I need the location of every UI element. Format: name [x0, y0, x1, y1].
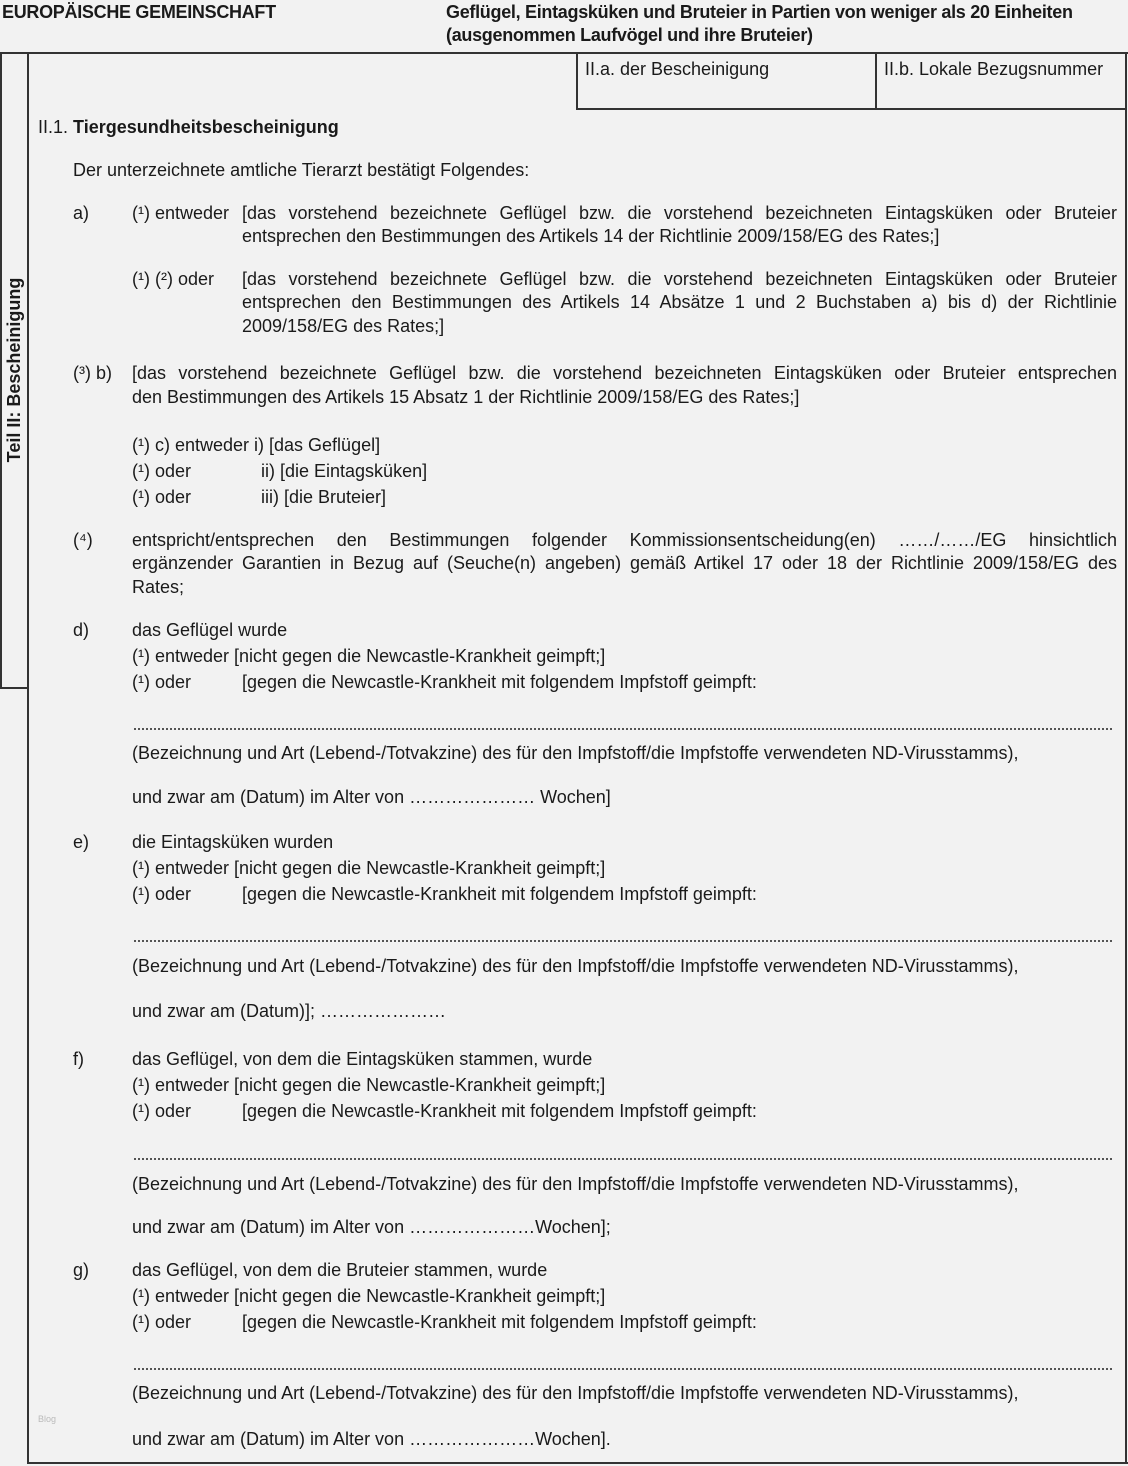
option-not-vaccinated: (¹) entweder [nicht gegen die Newcastle-Krankheit geimpft;] [132, 1286, 606, 1306]
item-a-option2-text: 2009/158/EG des Rates;] [242, 316, 445, 336]
item-subject: das Geflügel, von dem die Bruteier stammen, wurde [132, 1260, 548, 1280]
vaccine-fill-in-line[interactable] [134, 1368, 1112, 1370]
item-b-text: den Bestimmungen des Artikels 15 Absatz 1 der Richtlinie 2009/158/EG des Rates;] [132, 387, 800, 407]
frame-left-rule [0, 52, 2, 689]
item-c-option-iii: iii) [die Bruteier] [261, 487, 387, 507]
item-b-text: [das vorstehend bezeichnete Geflügel bzw. die vorstehend bezeichneten Eintagsküken oder Bruteier entsprechen [132, 363, 1117, 383]
vaccination-date: und zwar am (Datum)]; ………………… [132, 1001, 447, 1021]
item-c-option-ii: ii) [die Eintagsküken] [261, 461, 428, 481]
frame-bottom-rule [27, 1462, 1128, 1464]
option-vaccinated: [gegen die Newcastle-Krankheit mit folgendem Impfstoff geimpft: [242, 672, 757, 692]
item-a-label: a) [73, 203, 90, 223]
option-vaccinated: [gegen die Newcastle-Krankheit mit folgendem Impfstoff geimpft: [242, 1101, 757, 1121]
item-a-option2-marker: (¹) (²) oder [132, 269, 214, 289]
item-label: e) [73, 832, 90, 852]
item-c-oder: (¹) oder [132, 487, 192, 507]
vaccine-fill-in-line[interactable] [134, 728, 1112, 730]
boxes-bottom-rule [576, 108, 1127, 110]
item-a-option1-marker: (¹) entweder [132, 203, 230, 223]
vaccine-description: (Bezeichnung und Art (Lebend-/Totvakzine) des für den Impfstoff/die Impfstoffe verwendeten ND-Virusstamms), [132, 743, 1019, 763]
item-a-option2-text: [das vorstehend bezeichnete Geflügel bzw. die vorstehend bezeichneten Eintagsküken oder Bruteier [242, 269, 1117, 289]
box-b-left-rule [875, 52, 877, 110]
item-a-option1-text: [das vorstehend bezeichnete Geflügel bzw. die vorstehend bezeichneten Eintagsküken oder Bruteier [242, 203, 1117, 223]
vaccination-date: und zwar am (Datum) im Alter von …………………Wochen]. [132, 1429, 611, 1449]
vaccine-description: (Bezeichnung und Art (Lebend-/Totvakzine) des für den Impfstoff/die Impfstoffe verwendeten ND-Virusstamms), [132, 1383, 1019, 1403]
option-oder-marker: (¹) oder [132, 1101, 192, 1121]
certificate-reference-field: II.a. der Bescheinigung [585, 59, 770, 79]
option-vaccinated: [gegen die Newcastle-Krankheit mit folgendem Impfstoff geimpft: [242, 1312, 757, 1332]
content-left-rule [27, 52, 29, 1464]
note4-text: entspricht/entsprechen den Bestimmungen folgender Kommissionsentscheidung(en) ……/……/EG hinsichtlich [132, 530, 1117, 550]
section-title: Tiergesundheitsbescheinigung [73, 117, 339, 137]
document-title-line2: (ausgenommen Laufvögel und ihre Bruteier) [446, 25, 813, 45]
section-heading [38, 116, 339, 138]
issuer-heading: EUROPÄISCHE GEMEINSCHAFT [2, 2, 276, 22]
vaccine-fill-in-line[interactable] [134, 1158, 1112, 1160]
frame-right-rule [1125, 52, 1127, 1464]
item-label: d) [73, 620, 90, 640]
section-number: II.1. [38, 117, 69, 137]
item-subject: das Geflügel wurde [132, 620, 288, 640]
box-a-left-rule [576, 52, 578, 110]
item-b-label: (³) b) [73, 363, 112, 383]
vaccine-description: (Bezeichnung und Art (Lebend-/Totvakzine) des für den Impfstoff/die Impfstoffe verwendeten ND-Virusstamms), [132, 956, 1019, 976]
option-vaccinated: [gegen die Newcastle-Krankheit mit folgendem Impfstoff geimpft: [242, 884, 757, 904]
vaccine-description: (Bezeichnung und Art (Lebend-/Totvakzine) des für den Impfstoff/die Impfstoffe verwendeten ND-Virusstamms), [132, 1174, 1019, 1194]
item-a-option2-text: entsprechen den Bestimmungen des Artikels 14 Absätze 1 und 2 Buchstaben a) bis d) der Richtlinie [242, 292, 1117, 312]
vaccination-date: und zwar am (Datum) im Alter von …………………Wochen]; [132, 1217, 611, 1237]
option-not-vaccinated: (¹) entweder [nicht gegen die Newcastle-Krankheit geimpft;] [132, 1075, 606, 1095]
watermark: Blog [38, 1414, 57, 1424]
vaccination-date: und zwar am (Datum) im Alter von ………………… Wochen] [132, 787, 611, 807]
side-column-bottom-rule [0, 687, 29, 689]
option-oder-marker: (¹) oder [132, 1312, 192, 1332]
intro-text: Der unterzeichnete amtliche Tierarzt bestätigt Folgendes: [73, 160, 530, 180]
item-subject: das Geflügel, von dem die Eintagsküken stammen, wurde [132, 1049, 593, 1069]
side-label: Teil II: Bescheinigung [4, 277, 24, 463]
frame-top-rule [0, 52, 1128, 54]
option-oder-marker: (¹) oder [132, 884, 192, 904]
item-label: g) [73, 1260, 90, 1280]
item-subject: die Eintagsküken wurden [132, 832, 334, 852]
item-c-oder: (¹) oder [132, 461, 192, 481]
note4-text: ergänzender Garantien in Bezug auf (Seuche(n) angeben) gemäß Artikel 17 oder 18 der Richtlinie 2009/158/EG des [132, 553, 1117, 573]
option-not-vaccinated: (¹) entweder [nicht gegen die Newcastle-Krankheit geimpft;] [132, 858, 606, 878]
note4-text: Rates; [132, 577, 185, 597]
note4-label: (⁴) [73, 530, 93, 550]
item-label: f) [73, 1049, 84, 1069]
vaccine-fill-in-line[interactable] [134, 940, 1112, 942]
item-c-option-i: (¹) c) entweder i) [das Geflügel] [132, 435, 381, 455]
option-oder-marker: (¹) oder [132, 672, 192, 692]
item-a-option1-text: entsprechen den Bestimmungen des Artikels 14 der Richtlinie 2009/158/EG des Rates;] [242, 226, 940, 246]
document-title-line1: Geflügel, Eintagsküken und Bruteier in Partien von weniger als 20 Einheiten [446, 2, 1073, 22]
option-not-vaccinated: (¹) entweder [nicht gegen die Newcastle-Krankheit geimpft;] [132, 646, 606, 666]
local-reference-field: II.b. Lokale Bezugsnummer [884, 59, 1104, 79]
